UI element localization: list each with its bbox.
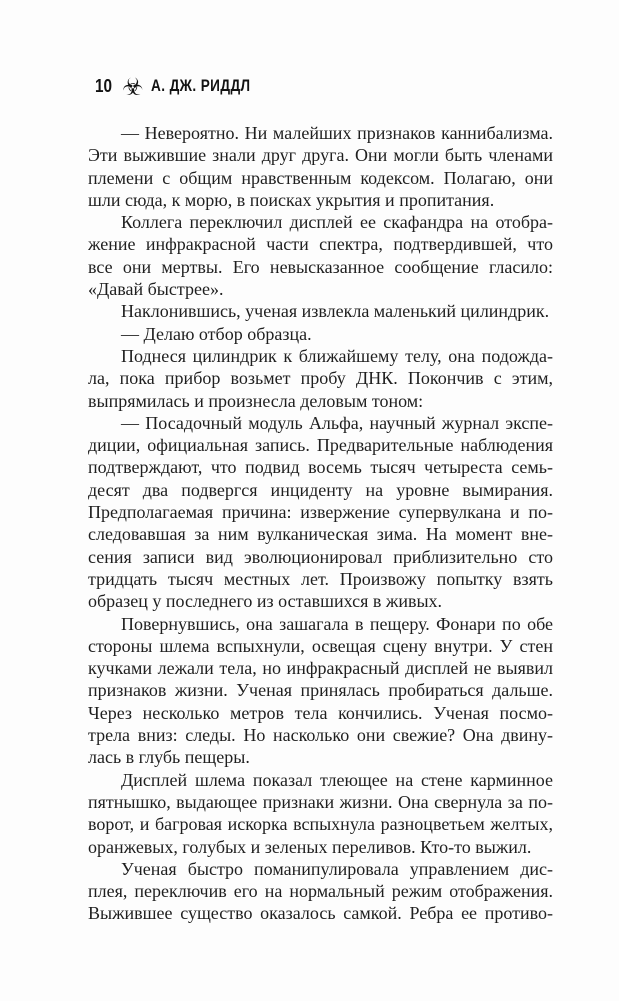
text-line: жение инфракрасной части спектра, подтвердившей, что [88, 234, 553, 255]
paragraph [88, 345, 553, 412]
text-line: — Посадочный модуль Альфа, научный журнал экспе- [121, 412, 553, 433]
text-line: выпрямилась и произнесла деловым тоном: [88, 390, 424, 411]
text-line: признаков жизни. Ученая принялась пробираться дальше. [88, 680, 553, 701]
text-line: диции, официальная запись. Предварительные наблюдения [88, 435, 553, 456]
text-line: ворот, и багровая искорка вспыхнула разноцветьем желтых, [88, 814, 553, 835]
text-line: Через несколько метров тела кончились. Ученая посмо- [88, 702, 553, 723]
biohazard-icon: ☣ [122, 73, 144, 101]
text-line: образец у последнего из оставшихся в живых. [88, 591, 443, 612]
paragraph [88, 613, 553, 769]
text-line: Предполагаемая причина: извержение супервулкана и по- [88, 502, 553, 523]
paragraph [88, 858, 553, 925]
paragraph [88, 300, 553, 322]
text-line: шли сюда, к морю, в поисках укрытия и пропитания. [88, 189, 495, 210]
text-line: следовавшая за ним вулканическая зима. На момент вне- [88, 524, 553, 545]
paragraph [88, 211, 553, 300]
text-line: трела вниз: следы. Но насколько они свежие? Она двину- [88, 725, 553, 746]
text-line: Выжившее существо оказалось самкой. Ребра ее противо- [88, 903, 553, 924]
text-line: племени с общим нравственным кодексом. Полагаю, они [88, 167, 553, 188]
text-line: Поднеся цилиндрик к ближайшему телу, она подожда- [121, 345, 553, 366]
text-line: стороны шлема вспыхнули, освещая сцену внутри. У стен [88, 635, 553, 656]
text-line: Эти выжившие знали друг друга. Они могли быть членами [88, 145, 553, 166]
text-line: плея, переключив его на нормальный режим отображения. [88, 881, 553, 902]
text-line: десят два подвергся инциденту на уровне вымирания. [88, 479, 553, 500]
paragraph [88, 412, 553, 613]
text-line: Ученая быстро поманипулировала управлением дис- [121, 858, 553, 879]
text-line: кучками лежали тела, но инфракрасный дисплей не выявил [88, 658, 553, 679]
page-text [88, 122, 553, 925]
text-line: — Делаю отбор образца. [121, 323, 312, 344]
text-line: лась в глубь пещеры. [88, 747, 250, 768]
text-line: подтверждают, что подвид восемь тысяч четыреста семь- [88, 457, 553, 478]
text-line: Повернувшись, она зашагала в пещеру. Фонари по обе [121, 613, 553, 634]
text-line: Дисплей шлема показал тлеющее на стене карминное [121, 769, 553, 790]
text-line: тридцать тысяч местных лет. Произвожу попытку взять [88, 568, 553, 589]
text-line: «Давай быстрее». [88, 279, 224, 300]
text-line: пятнышко, выдающее признаки жизни. Она свернула за по- [88, 791, 553, 812]
text-line: — Невероятно. Ни малейших признаков каннибализма. [121, 123, 553, 143]
text-line: все они мертвы. Его невысказанное сообщение гласило: [88, 256, 553, 277]
paragraph [88, 769, 553, 858]
text-line: Коллега переключил дисплей ее скафандра на отобра- [121, 212, 553, 233]
page-number: 10 [95, 75, 113, 96]
text-line: ла, пока прибор возьмет пробу ДНК. Покончив с этим, [88, 368, 553, 389]
paragraph [88, 122, 553, 211]
paragraph [88, 323, 553, 345]
running-header [95, 73, 275, 99]
author-name: А. ДЖ. РИДДЛ [150, 76, 251, 95]
text-line: оранжевых, голубых и зеленых переливов. Кто-то выжил. [88, 836, 532, 857]
text-line: Наклонившись, ученая извлекла маленький цилиндрик. [121, 301, 550, 322]
text-line: сения записи вид эволюционировал приблизительно сто [88, 546, 553, 567]
